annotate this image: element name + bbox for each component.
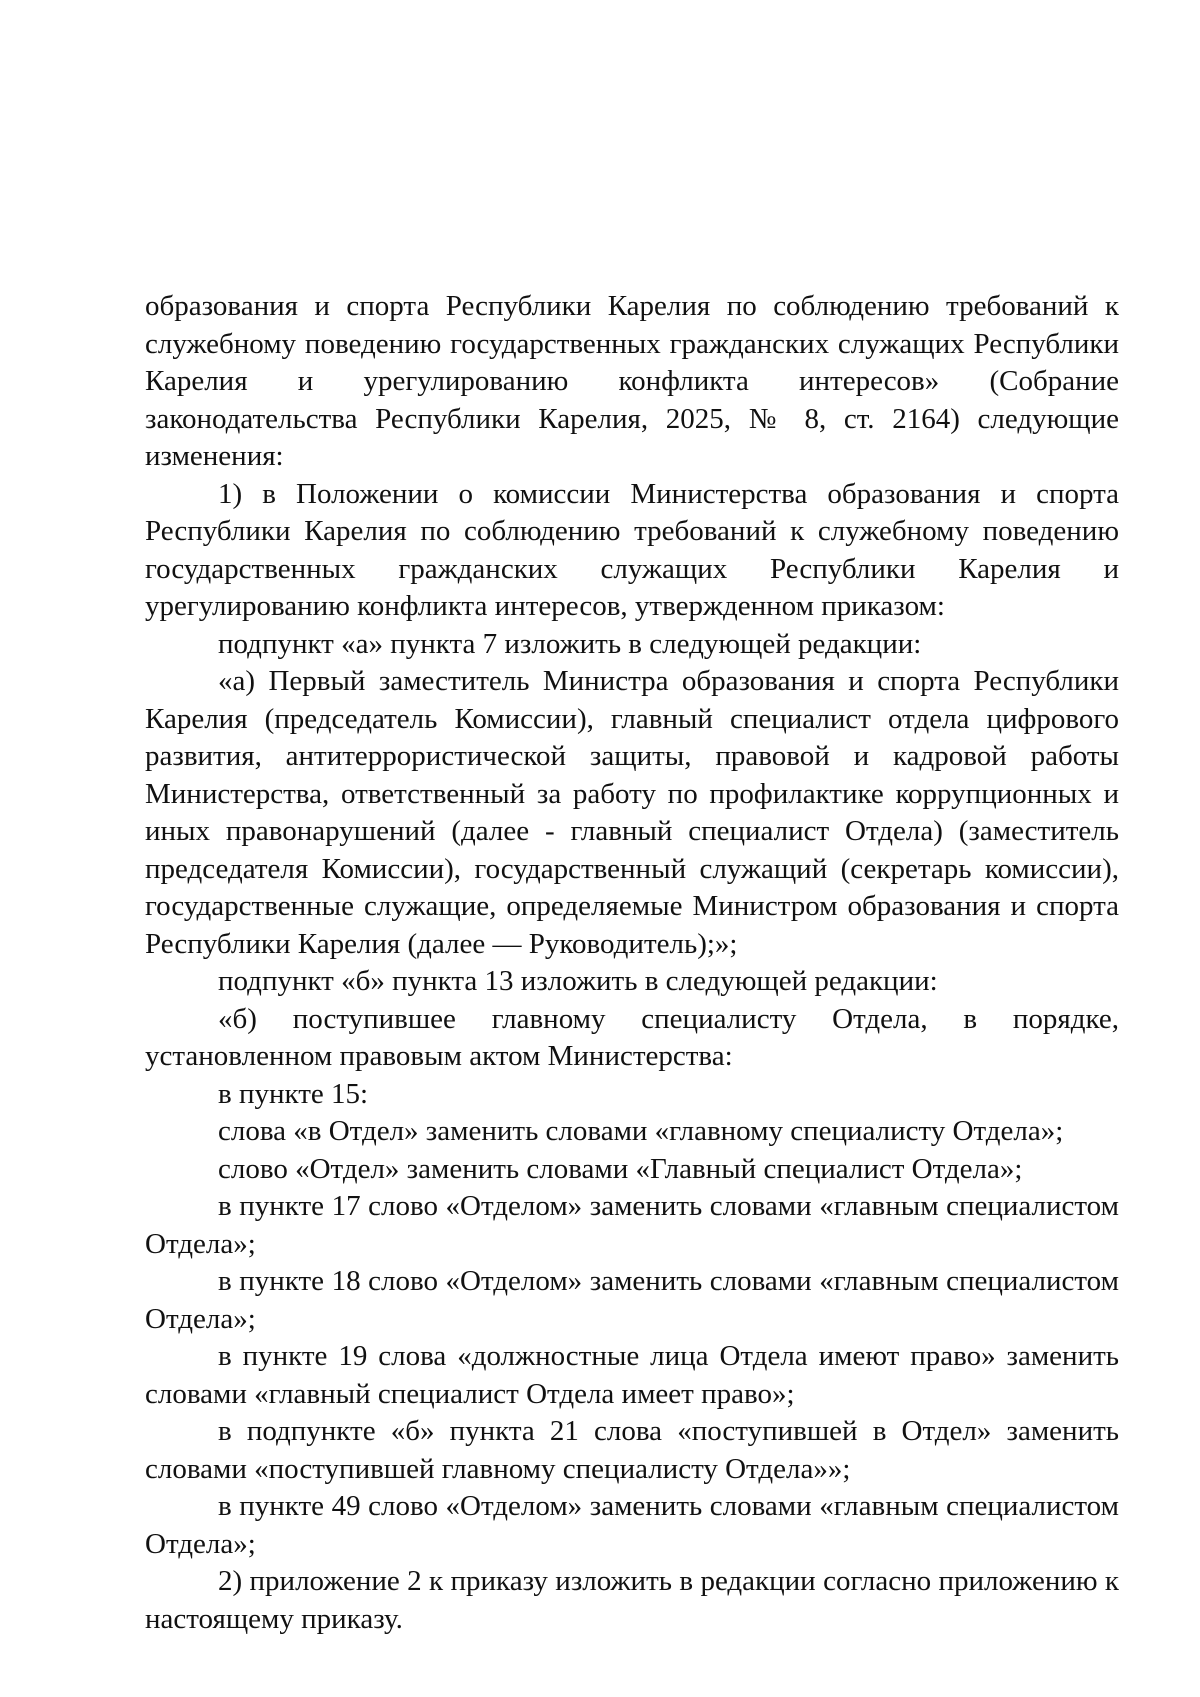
paragraph-subpoint-a-heading: подпункт «а» пункта 7 изложить в следующей редакции: xyxy=(218,627,922,660)
paragraph-item-1: 1) в Положении о комиссии Министерства образования и спорта Республики Карелия по соблюдению требований к служебному поведению государственных гражданских служащих Республики Карелия и урегулированию конфликта интересов, утвержденном приказом: xyxy=(145,477,1119,622)
paragraph-item-2: 2) приложение 2 к приказу изложить в редакции согласно приложению к настоящему приказу. xyxy=(145,1565,1119,1635)
paragraph-subpoint-b-heading: подпункт «б» пункта 13 изложить в следующей редакции: xyxy=(218,965,938,997)
paragraph-subpoint-b-text: «б) поступившее главному специалисту Отдела, в порядке, установленном правовым актом Министерства: xyxy=(145,1002,1119,1072)
document-body xyxy=(145,288,1119,1638)
paragraph-point-15: в пункте 15: xyxy=(218,1077,369,1110)
paragraph-point-15-word: слово «Отдел» заменить словами «Главный специалист Отдела»; xyxy=(218,1152,1023,1185)
paragraph-point-19: в пункте 19 слова «должностные лица Отдела имеют право» заменить словами «главный специалист Отдела имеет право»; xyxy=(145,1340,1119,1410)
paragraph-continuation: образования и спорта Республики Карелия по соблюдению требований к служебному поведению государственных гражданских служащих Республики Карелия и урегулированию конфликта интересов» (Собрание законодательства Республики Карелия, 2025, № 8, ст. 2164) следующие изменения: xyxy=(145,290,1119,472)
paragraph-point-21: в подпункте «б» пункта 21 слова «поступившей в Отдел» заменить словами «поступившей главному специалисту Отдела»»; xyxy=(145,1415,1119,1485)
paragraph-point-18: в пункте 18 слово «Отделом» заменить словами «главным специалистом Отдела»; xyxy=(145,1265,1119,1335)
paragraph-point-17: в пункте 17 слово «Отделом» заменить словами «главным специалистом Отдела»; xyxy=(145,1190,1119,1260)
paragraph-point-49: в пункте 49 слово «Отделом» заменить словами «главным специалистом Отдела»; xyxy=(145,1490,1119,1560)
paragraph-subpoint-a-text: «а) Первый заместитель Министра образования и спорта Республики Карелия (председатель Комиссии), главный специалист отдела цифрового развития, антитеррористической защиты, правовой и кадровой работы Министерства, ответственный за работу по профилактике коррупционных и иных правонарушений (далее - главный специалист Отдела) (заместитель председателя Комиссии), государственный служащий (секретарь комиссии), государственные служащие, определяемые Министром образования и спорта Республики Карелия (далее — Руководитель);»; xyxy=(145,665,1119,960)
paragraph-point-15-words: слова «в Отдел» заменить словами «главному специалисту Отдела»; xyxy=(218,1115,1064,1147)
